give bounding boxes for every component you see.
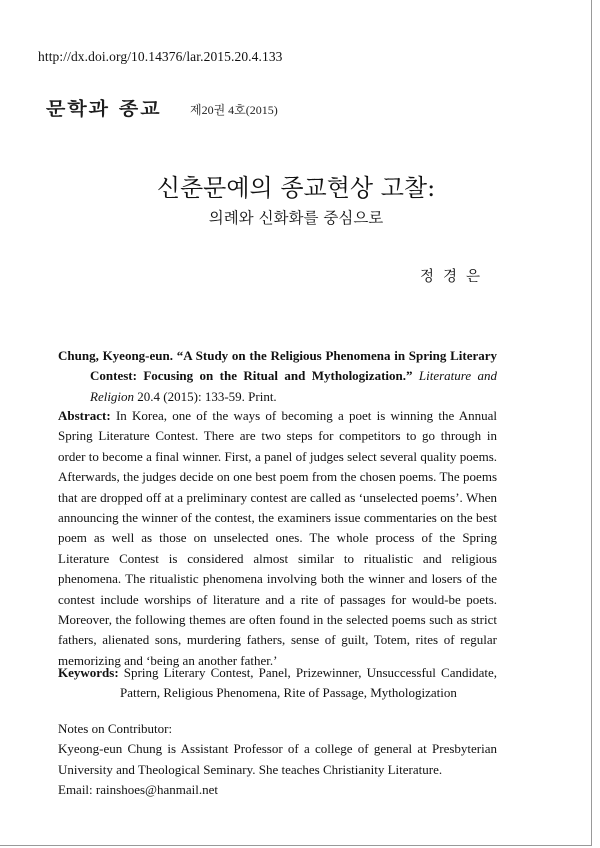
keywords-label: Keywords: [58, 665, 119, 680]
citation [58, 346, 497, 407]
notes-heading: Notes on Contributor: [58, 721, 173, 736]
email-label: Email: [58, 782, 93, 798]
journal-issue: 제20권 4호(2015) [190, 103, 278, 117]
keywords [58, 663, 497, 704]
author-char: 경 [443, 269, 459, 285]
abstract-label: Abstract: [58, 408, 111, 423]
article-subtitle: 의례와 신화화를 중심으로 [208, 209, 384, 227]
author-char: 은 [466, 269, 482, 285]
keywords-text: Spring Literary Contest, Panel, Prizewinner, Unsuccessful Candidate, Pattern, Religious Phenomena, Rite of Passage, Mythologization [120, 665, 497, 701]
citation-author: Chung, Kyeong-eun. [58, 348, 173, 363]
contributor-bio: Kyeong-eun Chung is Assistant Professor of a college of general at Presbyterian University and Theological Seminary. She teaches Christianity Literature. [58, 741, 497, 777]
journal-logo: 문학과 종교 [46, 98, 162, 120]
email-address[interactable]: rainshoes@hanmail.net [95, 782, 218, 798]
citation-details: 20.4 (2015): 133-59. Print. [137, 388, 277, 404]
author-char: 정 [420, 269, 436, 285]
citation-journal: Literature and Religion [90, 368, 497, 404]
contributor-notes [58, 719, 497, 801]
author-name [420, 265, 489, 286]
citation-title: “A Study on the Religious Phenomena in Spring Literary Contest: Focusing on the Ritual and Mythologization.” [90, 348, 498, 384]
abstract [58, 406, 497, 671]
abstract-text: In Korea, one of the ways of becoming a poet is winning the Annual Spring Literature Contest. There are two steps for competitors to go through in order to become a final winner. First, a panel of judges select several quality poems. Afterwards, the judges decide on one best poem from the chosen poems. The poems that are dropped off at a preliminary contest are called as ‘unselected poems’. When announcing the winner of the contest, the examiners issue commentaries on the best poem as well as those on unselected ones. The whole process of the Spring Literature Contest is considered almost similar to ritualistic and religious phenomena. The ritualistic phenomena involving both the winner and losers of the contest include worships of literature and a rite of passages for would-be poets. Moreover, the following themes are often found in the selected poems such as strict fathers, alienated sons, murdering fathers, sense of guilt, Totem, rites of regular memorizing and ‘being an another father.’ [58, 408, 497, 668]
doi-link[interactable]: http://dx.doi.org/10.14376/lar.2015.20.4.133 [38, 49, 283, 64]
article-title: 신춘문예의 종교현상 고찰: [156, 174, 436, 202]
